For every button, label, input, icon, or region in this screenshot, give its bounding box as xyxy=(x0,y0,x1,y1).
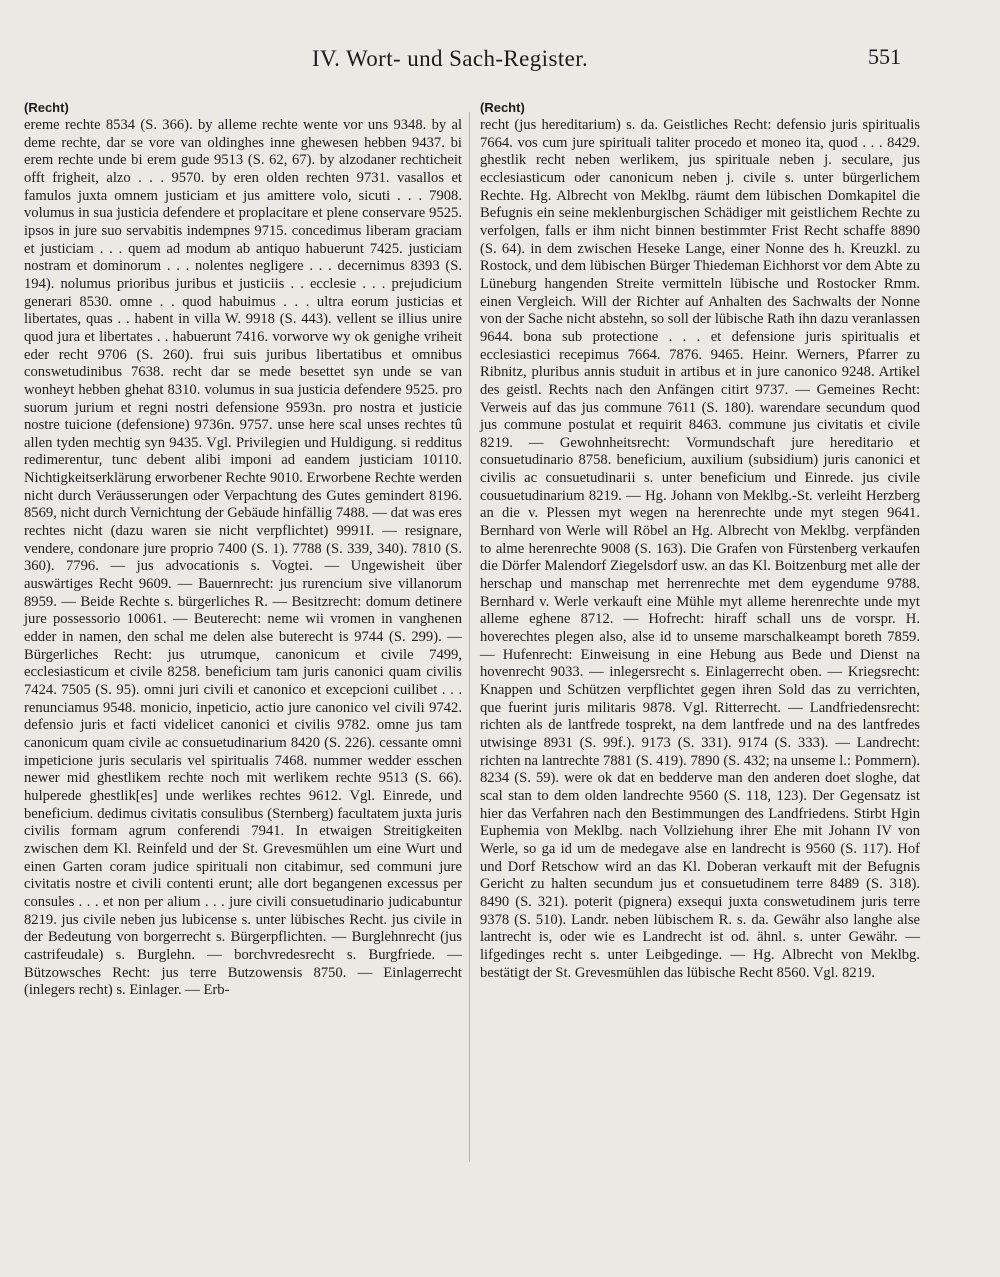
column-divider xyxy=(469,112,470,1162)
register-entries: ereme rechte 8534 (S. 366). by alleme rechte wente vor uns 9348. by al deme rechte, dar se vore van oldinghes inne ghewesen hebben 9437. bi erem rechte unde bi erem gude 9513 (S. 62, 67). by alzodaner rechticheit offt frigheit, alzo . . . 9570. by eren olden rechten 9731. vasallos et famulos juxta omnem justiciam et jus amittere volo, sicuti . . . 7908. volumus in sua justicia defendere et proplacitare et plene conservare 9525. ipsos in jure suo servabitis indempnes 9715. concedimus liberam graciam et justiciam . . . quem ad modum ab antiquo habuerunt 7425. justiciam nostram et dominorum . . . nolentes negligere . . . decernimus 8393 (S. 194). nolumus prioribus juribus et justiciis . . ecclesie . . . prejudicium generari 8530. omne . . quod habuimus . . . ultra eorum justicias et libertates, quas . . habent in villa W. 9918 (S. 443). vellent se illius unire quod jura et libertates . . habuerunt 7416. vorworve wy ok genighe vriheit eder recht 9706 (S. 260). frui suis juribus libertatibus et omnibus conswetudinibus 7638. recht dar se mede besettet syn unde se van wonheyt hebben ghehat 8310. volumus in sua justicia defendere 9525. pro suorum jurium et regni nostri defensione 9593n. pro nostra et justicie nostre tuicione (defensione) 9736n. 9757. unse here scal unses rechtes tû allen tyden mechtig syn 9435. Vgl. Privilegien und Huldigung. si redditus redimerentur, tunc debent alibi imponi ad eandem justiciam 10110. Nichtigkeitserklärung erworbener Rechte 9010. Erworbene Rechte werden nicht durch Veräusserungen oder Verpachtung des Gutes gemindert 8196. 8569, nicht durch Vernichtung der Gebäude hinfällig 7488. — dat was eres rechtes nicht (dazu waren sie nicht verpflichtet) 9991I. — resignare, vendere, condonare jure proprio 7400 (S. 1). 7788 (S. 339, 340). 7810 (S. 360). 7796. — jus advocationis s. Vogtei. — Ungewisheit über auswärtiges Recht 9609. — Bauernrecht: jus rurencium sive villanorum 8959. — Beide Rechte s. bürgerliches R. — Besitzrecht: domum detinere jure possessorio 10061. — Beuterecht: neme wii vromen in vanghenen edder in namen, den schal me delen alse buterecht is 9744 (S. 299). — Bürgerliches Recht: jus utrumque, canonicum et civile 7499, ecclesiasticum et civile 8258. beneficium tam juris canonici quam civilis 7424. 7505 (S. 95). omni juri civili et canonico et excepcioni cuilibet . . . renunciamus 9548. monicio, inpeticio, actio jure canonico vel civili 9742. defensio juris et facti videlicet canonici et civilis 9782. omne jus tam canonicum quam civile ac consuetudinarium 8420 (S. 226). cessante omni impeticione juris secularis vel spiritualis 7468. nummer wedder esschen newer mid ghestlikem rechte noch mit werlikem rechte 9513 (S. 66). hulperede ghestlik[es] unde werlikes rechtes 9612. Vgl. Einrede, und beneficium. dedimus civitatis consulibus (Sternberg) facultatem juxta juris civilis formam agrum conferendi 7941. In etwaigen Streitigkeiten zwischen dem Kl. Reinfeld und der St. Grevesmühlen um eine Wurt und einen Garten coram judice spirituali non citabimur, sed communi jure civitatis nostre et civili contenti erunt; alle dort begangenen excessus per consules . . . et non per alium . . . jure civili consuetudinario judicabuntur 8219. jus civile neben jus lubicense s. unter lübisches Recht. jus civile in der Bedeutung von borgerrecht s. Bürgerpflichten. — Burglehnrecht (jus castrifeudale) s. Burglehn. — borchvredesrecht s. Burgfriede. — Bützowsches Recht: jus terre Butzowensis 8750. — Einlagerrecht (inlegers recht) s. Einlager. — Erb- xyxy=(24,117,462,999)
column-heading: (Recht) xyxy=(24,100,69,115)
column-heading: (Recht) xyxy=(480,100,525,115)
left-column xyxy=(24,100,462,1000)
page-header xyxy=(0,46,1000,80)
right-column xyxy=(480,100,920,982)
register-entries: recht (jus hereditarium) s. da. Geistliches Recht: defensio juris spiritualis 7664. vos cum jure spirituali taliter procedo et moneo ita, quod . . . 8429. ghestlik recht neben werlikem, jus spirituale neben j. seculare, jus ecclesiasticum oder canonicum neben j. civile s. unter bürgerlichem Rechte. Hg. Albrecht von Meklbg. räumt dem lübischen Domkapitel die Befugnis ein seine meklenburgischen Schädiger mit geistlichem Rechte zu verfolgen, falls er ihm nicht binnen bestimmter Frist Recht schaffe 8890 (S. 64). in dem zwischen Heseke Lange, einer Nonne des h. Kreuzkl. zu Rostock, und dem lübischen Bürger Thiedeman Eichhorst vor dem Abte zu Lüneburg hangenden Streite vermitteln lübische und Rostocker Rmm. einen Vergleich. Will der Richter auf Anhalten des Sachwalts der Nonne von der Sache nicht abstehn, so soll der lübische Rath ihn dazu veranlassen 9644. bona sub protectione . . . et defensione juris spiritualis et ecclesiastici recepimus 7664. 7876. 9465. Heinr. Werners, Pfarrer zu Ribnitz, pluribus annis studuit in artibus et in jure canonico 9248. Artikel des geistl. Rechts nach den Anfängen citirt 9737. — Gemeines Recht: Verweis auf das jus commune 7611 (S. 180). warendare secundum quod jus commune postulat et requirit 8463. commune jus civitatis et civile 8219. — Gewohnheitsrecht: Vormundschaft jure hereditario et consuetudinario 8758. beneficium, auxilium (subsidium) juris canonici et civilis ac consuetudinarii s. unter beneficium und Einrede. jus civile cousuetudinarium 8219. — Hg. Johann von Meklbg.-St. verleiht Herzberg an die v. Plessen myt wegen na herenrechte unde myt stegen 9641. Bernhard von Werle will Röbel an Hg. Albrecht von Meklbg. verpfänden to alme herenrechte 9008 (S. 163). Die Grafen von Fürstenberg verkaufen die Dörfer Malendorf Ziegelsdorf usw. an das Kl. Boitzenburg met alle der herschap und manschap met herrenrechte met dem eygendume 9788. Bernhard v. Werle verkauft eine Mühle myt alleme herenrechte unde myt alleme eghene 8712. — Hofrecht: hiraff schall uns de vorspr. H. hoverechtes plegen also, alse id to unseme marschalkeampt boreth 7859. — Hufenrecht: Einweisung in eine Hebung aus Bede und Dienst na hovenrecht 9033. — inlegersrecht s. Einlagerrecht oben. — Kriegsrecht: Knappen und Schützen verpflichtet gegen ihren Sold das zu verrichten, que fuerint juris militaris 9878. Vgl. Ritterrecht. — Landfriedensrecht: richten als de lantfrede tosprekt, na dem lantfrede und na des lantfredes utwisinge 8931 (S. 99f.). 9173 (S. 331). 9174 (S. 333). — Landrecht: richten na lantrechte 7881 (S. 419). 7890 (S. 432; na unseme l.: Pommern). 8234 (S. 59). were ok dat en bedderve man den anderen doet sloghe, dat scal stan to dem olden landrechte 9560 (S. 118, 123). Der Gegensatz ist hier das Verfahren nach den Bestimmungen des Landfriedens. Stirbt Hgin Euphemia von Meklbg. nach Vollziehung ihrer Ehe mit Johann IV von Werle, so ga id um de medegave alse en landrecht is 9560 (S. 117). Hof und Dorf Retschow wird an das Kl. Doberan verkauft mit der Befugnis Gericht zu halten secundum jus et consuetudinem terre 8489 (S. 318). 8490 (S. 321). poterit (pignera) exsequi juxta conswetudinem juris terre 9378 (S. 510). Landr. neben lübischem R. s. da. Gewähr also langhe alse lantrecht is, oder wie es Landrecht ist od. ähnl. s. unter Gewähr. — lifgedinges recht s. unter Leibgedinge. — Hg. Albrecht von Meklbg. bestätigt der St. Grevesmühlen das lübische Recht 8560. Vgl. 8219. xyxy=(480,117,920,981)
page-title: IV. Wort- und Sach-Register. xyxy=(312,46,589,71)
page-number: 551 xyxy=(868,44,901,69)
